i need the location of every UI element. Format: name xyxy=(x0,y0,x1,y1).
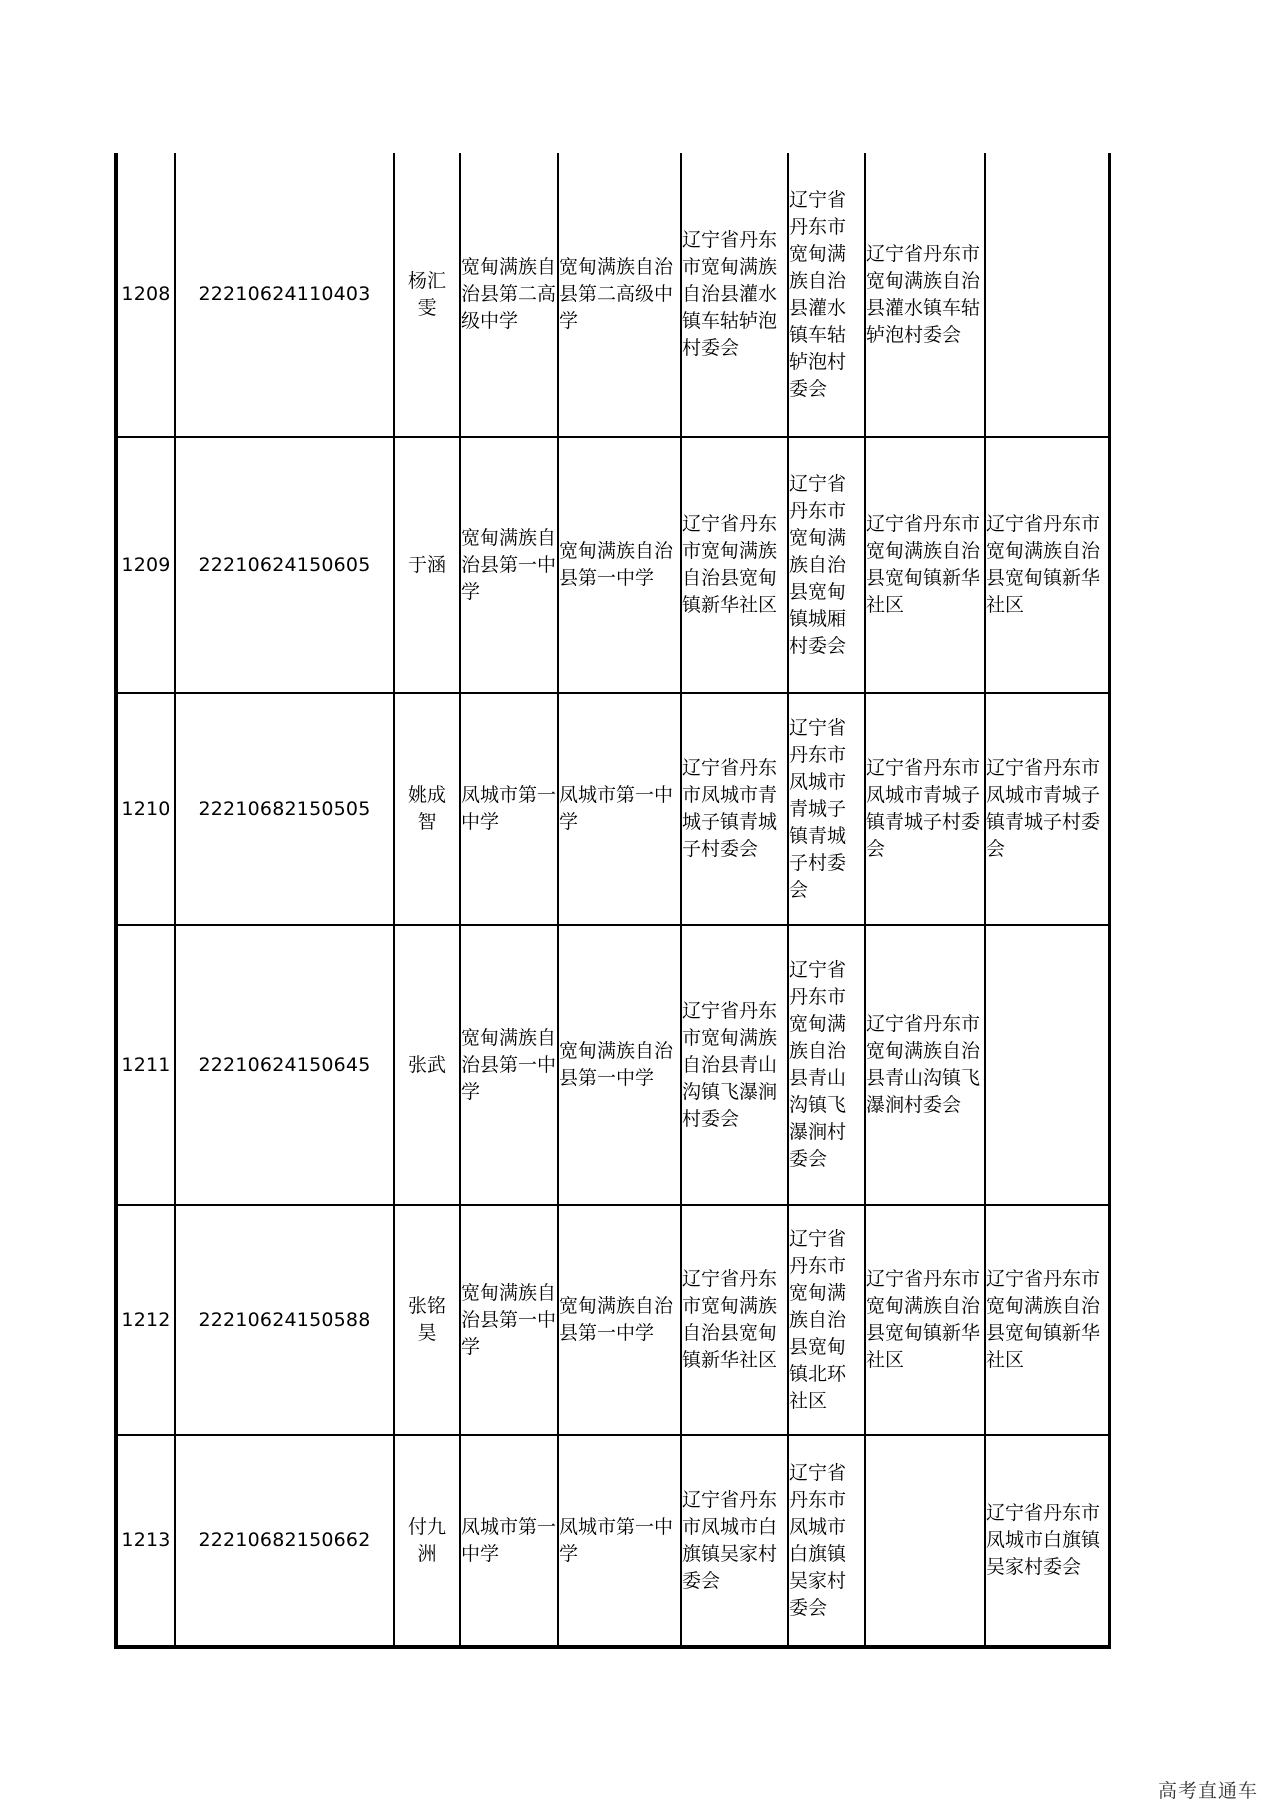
school: 宽甸满族自治县第二高级中学 xyxy=(460,153,558,437)
address-1: 辽宁省丹东市宽甸满族自治县宽甸镇新华社区 xyxy=(681,1205,788,1435)
address-2: 辽宁省丹东市宽甸满族自治县宽甸镇北环社区 xyxy=(788,1205,865,1435)
student-name-text: 张铭昊 xyxy=(407,1295,446,1344)
school-2: 宽甸满族自治县第二高级中学 xyxy=(558,153,681,437)
school-2: 宽甸满族自治县第一中学 xyxy=(558,925,681,1205)
address-3: 辽宁省丹东市宽甸满族自治县宽甸镇新华社区 xyxy=(865,1205,985,1435)
address-3 xyxy=(865,1435,985,1647)
student-name-text: 张武 xyxy=(407,1053,446,1076)
address-1: 辽宁省丹东市宽甸满族自治县宽甸镇新华社区 xyxy=(681,437,788,693)
exam-id: 22210682150662 xyxy=(175,1435,394,1647)
row-number: 1213 xyxy=(116,1435,175,1647)
student-name-text: 于涵 xyxy=(407,553,446,576)
school-2: 凤城市第一中学 xyxy=(558,693,681,925)
row-number: 1209 xyxy=(116,437,175,693)
address-3: 辽宁省丹东市凤城市青城子镇青城子村委会 xyxy=(865,693,985,925)
table-row xyxy=(116,693,1109,925)
table-row xyxy=(116,1205,1109,1435)
school: 宽甸满族自治县第一中学 xyxy=(460,1205,558,1435)
address-4: 辽宁省丹东市宽甸满族自治县宽甸镇新华社区 xyxy=(985,437,1109,693)
student-name-text: 姚成智 xyxy=(407,784,446,833)
school-2: 宽甸满族自治县第一中学 xyxy=(558,437,681,693)
address-2: 辽宁省丹东市宽甸满族自治县宽甸镇城厢村委会 xyxy=(788,437,865,693)
school: 宽甸满族自治县第一中学 xyxy=(460,437,558,693)
address-3: 辽宁省丹东市宽甸满族自治县宽甸镇新华社区 xyxy=(865,437,985,693)
school: 宽甸满族自治县第一中学 xyxy=(460,925,558,1205)
student-name-text: 杨汇雯 xyxy=(407,269,446,319)
address-1: 辽宁省丹东市宽甸满族自治县青山沟镇飞瀑涧村委会 xyxy=(681,925,788,1205)
exam-id: 22210682150505 xyxy=(175,693,394,925)
row-number: 1210 xyxy=(116,693,175,925)
table-row xyxy=(116,153,1109,437)
student-name xyxy=(394,1435,460,1647)
student-name xyxy=(394,925,460,1205)
student-name xyxy=(394,437,460,693)
roster-table xyxy=(114,153,1111,1649)
watermark: 高考直通车 xyxy=(1157,1780,1258,1802)
row-number: 1208 xyxy=(116,153,175,437)
table-row xyxy=(116,437,1109,693)
address-4: 辽宁省丹东市凤城市白旗镇吴家村委会 xyxy=(985,1435,1109,1647)
school-2: 凤城市第一中学 xyxy=(558,1435,681,1647)
exam-id: 22210624150605 xyxy=(175,437,394,693)
student-name-text: 付九洲 xyxy=(407,1515,446,1565)
school-2: 宽甸满族自治县第一中学 xyxy=(558,1205,681,1435)
school: 凤城市第一中学 xyxy=(460,693,558,925)
table-row xyxy=(116,925,1109,1205)
address-1: 辽宁省丹东市宽甸满族自治县灌水镇车轱轳泡村委会 xyxy=(681,153,788,437)
address-4: 辽宁省丹东市宽甸满族自治县宽甸镇新华社区 xyxy=(985,1205,1109,1435)
exam-id: 22210624110403 xyxy=(175,153,394,437)
student-name xyxy=(394,693,460,925)
address-1: 辽宁省丹东市凤城市青城子镇青城子村委会 xyxy=(681,693,788,925)
address-2: 辽宁省丹东市凤城市白旗镇吴家村委会 xyxy=(788,1435,865,1647)
exam-id: 22210624150645 xyxy=(175,925,394,1205)
table-row xyxy=(116,1435,1109,1647)
address-2: 辽宁省丹东市宽甸满族自治县青山沟镇飞瀑涧村委会 xyxy=(788,925,865,1205)
row-number: 1211 xyxy=(116,925,175,1205)
exam-id: 22210624150588 xyxy=(175,1205,394,1435)
address-1: 辽宁省丹东市凤城市白旗镇吴家村委会 xyxy=(681,1435,788,1647)
school: 凤城市第一中学 xyxy=(460,1435,558,1647)
address-3: 辽宁省丹东市宽甸满族自治县青山沟镇飞瀑涧村委会 xyxy=(865,925,985,1205)
student-name xyxy=(394,1205,460,1435)
student-name xyxy=(394,153,460,437)
address-4 xyxy=(985,925,1109,1205)
address-4 xyxy=(985,153,1109,437)
address-3: 辽宁省丹东市宽甸满族自治县灌水镇车轱轳泡村委会 xyxy=(865,153,985,437)
row-number: 1212 xyxy=(116,1205,175,1435)
address-2: 辽宁省丹东市宽甸满族自治县灌水镇车轱轳泡村委会 xyxy=(788,153,865,437)
address-2: 辽宁省丹东市凤城市青城子镇青城子村委会 xyxy=(788,693,865,925)
address-4: 辽宁省丹东市凤城市青城子镇青城子村委会 xyxy=(985,693,1109,925)
